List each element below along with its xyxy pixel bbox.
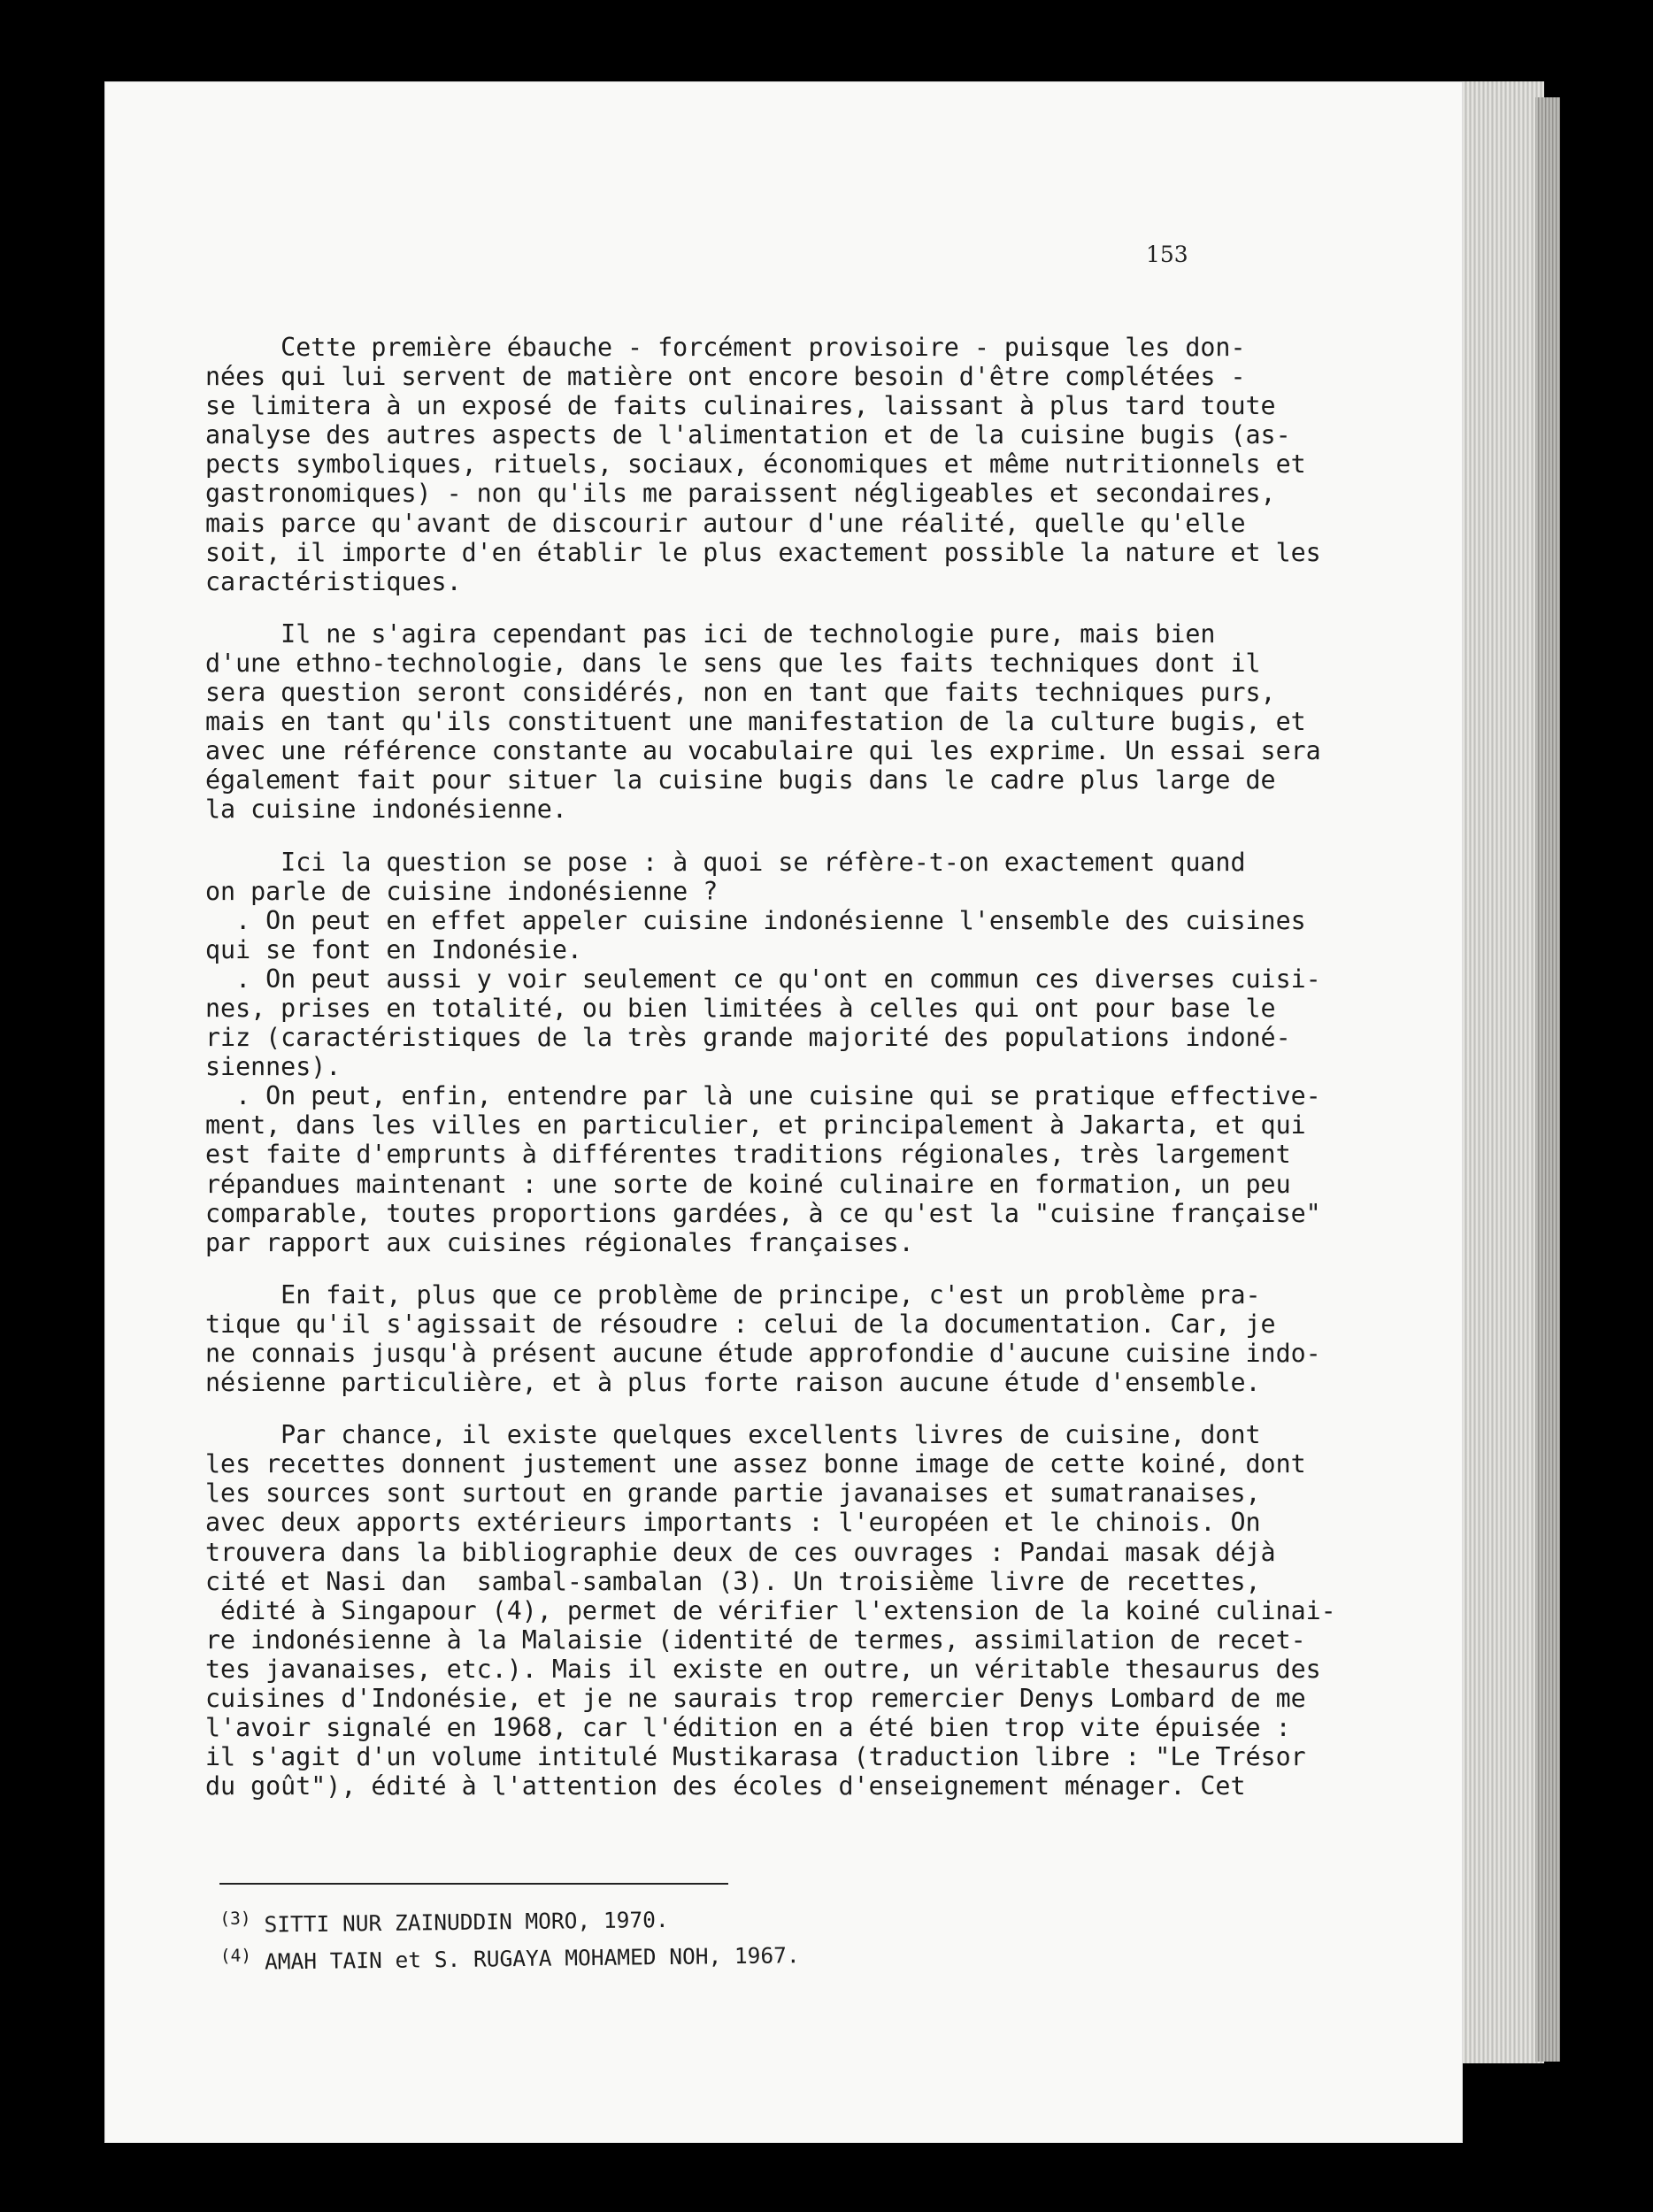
text-line: mais en tant qu'ils constituent une manifestation de la culture bugis, et [205,707,1306,737]
text-line: tes javanaises, etc.). Mais il existe en outre, un véritable thesaurus des [205,1654,1321,1684]
text-line: cuisines d'Indonésie, et je ne saurais trop remercier Denys Lombard de me [205,1684,1306,1714]
text-line: gastronomiques) - non qu'ils me paraissent négligeables et secondaires, [205,479,1276,509]
text-line: est faite d'emprunts à différentes traditions régionales, très largement [205,1140,1291,1170]
text-line: répandues maintenant : une sorte de koiné culinaire en formation, un peu [205,1169,1291,1199]
text-line: re indonésienne à la Malaisie (identité de termes, assimilation de recet- [205,1624,1306,1655]
book-spine-edge [1535,97,1560,2062]
text-line: trouvera dans la bibliographie deux de ces ouvrages : Pandai masak déjà [205,1537,1276,1567]
page-number: 153 [1146,242,1188,267]
text-line: En fait, plus que ce problème de principe, c'est un problème pra- [205,1279,1261,1310]
text-line: Par chance, il existe quelques excellents livres de cuisine, dont [205,1420,1261,1450]
footnote-rule [219,1883,728,1885]
text-line: comparable, toutes proportions gardées, à ce qu'est la "cuisine française" [205,1198,1321,1228]
text-line: nésienne particulière, et à plus forte raison aucune étude d'ensemble. [205,1368,1261,1398]
text-line: Ici la question se pose : à quoi se réfère-t-on exactement quand [205,847,1246,877]
text-line: par rapport aux cuisines régionales françaises. [205,1227,914,1257]
body-text [205,333,1336,1801]
text-line: pects symboliques, rituels, sociaux, économiques et même nutritionnels et [205,449,1306,480]
text-line: Il ne s'agira cependant pas ici de technologie pure, mais bien [205,618,1216,649]
page-edges [1463,81,1544,2063]
text-line: d'une ethno-technologie, dans le sens que les faits techniques dont il [205,648,1261,678]
text-line: avec une référence constante au vocabulaire qui les exprime. Un essai sera [205,736,1321,766]
paragraph-gap [205,1257,1298,1280]
text-line: riz (caractéristiques de la très grande majorité des populations indoné- [205,1023,1291,1053]
text-line: sera question seront considérés, non en tant que faits techniques purs, [205,678,1276,708]
footnote-text: SITTI NUR ZAINUDDIN MORO, 1970. [250,1906,669,1938]
text-line: nes, prises en totalité, ou bien limitées à celles qui ont pour base le [205,993,1276,1023]
text-line: les recettes donnent justement une assez bonne image de cette koiné, dont [205,1449,1306,1479]
text-line: édité à Singapour (4), permet de vérifier l'extension de la koiné culinai- [205,1595,1336,1625]
text-line: Cette première ébauche - forcément provisoire - puisque les don- [205,333,1246,362]
paragraph-gap [205,1397,1298,1420]
text-line: du goût"), édité à l'attention des écoles d'enseignement ménager. Cet [205,1771,1246,1801]
paragraph-gap [205,825,1298,848]
footnote-number: (3) [219,1908,251,1929]
text-line: cité et Nasi dan sambal-sambalan (3). Un troisième livre de recettes, [205,1566,1261,1596]
text-line: tique qu'il s'agissait de résoudre : celui de la documentation. Car, je [205,1309,1276,1339]
text-line: la cuisine indonésienne. [205,795,567,825]
text-line: analyse des autres aspects de l'alimentation et de la cuisine bugis (as- [205,420,1291,450]
text-line: . On peut, enfin, entendre par là une cuisine qui se pratique effective- [205,1081,1321,1111]
text-line: avec deux apports extérieurs importants : l'européen et le chinois. On [205,1508,1261,1538]
text-line: . On peut aussi y voir seulement ce qu'ont en commun ces diverses cuisi- [205,964,1321,994]
text-line: ne connais jusqu'à présent aucune étude approfondie d'aucune cuisine indo- [205,1339,1321,1368]
text-line: qui se font en Indonésie. [205,934,582,964]
text-line: siennes). [205,1052,342,1082]
text-line: également fait pour situer la cuisine bugis dans le cadre plus large de [205,765,1276,795]
text-line: mais parce qu'avant de discourir autour d'une réalité, quelle qu'elle [205,508,1246,538]
text-line: caractéristiques. [205,566,462,596]
paragraph-gap [205,596,1298,619]
text-line: . On peut en effet appeler cuisine indonésienne l'ensemble des cuisines [205,905,1306,935]
footnote [220,1931,800,1975]
footnote-text: AMAH TAIN et S. RUGAYA MOHAMED NOH, 1967. [251,1942,800,1975]
footnote-number: (4) [219,1945,252,1966]
text-line: il s'agit d'un volume intitulé Mustikarasa (traduction libre : "Le Trésor [205,1742,1306,1772]
text-line: nées qui lui servent de matière ont encore besoin d'être complétées - [205,362,1246,392]
text-line: soit, il importe d'en établir le plus exactement possible la nature et les [205,537,1321,567]
text-line: ment, dans les villes en particulier, et principalement à Jakarta, et qui [205,1110,1306,1141]
footnotes [219,1893,800,1975]
text-line: se limitera à un exposé de faits culinaires, laissant à plus tard toute [205,391,1276,421]
text-line: l'avoir signalé en 1968, car l'édition en a été bien trop vite épuisée : [205,1713,1291,1743]
text-line: les sources sont surtout en grande partie javanaises et sumatranaises, [205,1479,1261,1509]
text-line: on parle de cuisine indonésienne ? [205,876,719,906]
